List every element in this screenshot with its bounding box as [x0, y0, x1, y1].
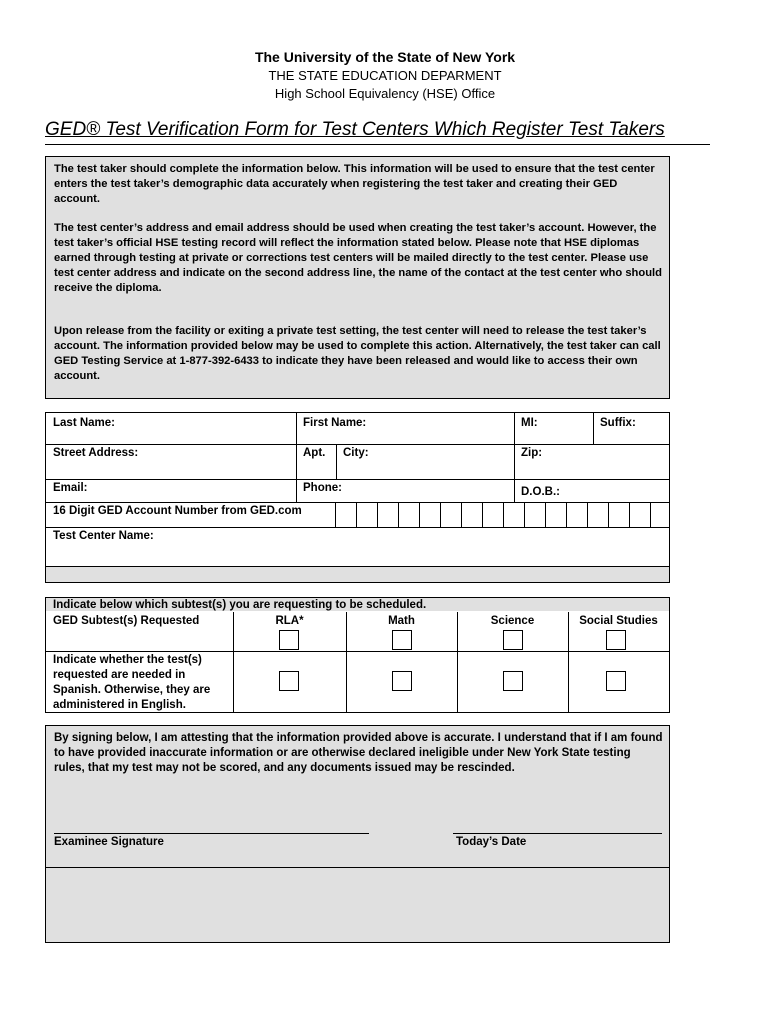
attestation-box [45, 725, 670, 943]
account-number-label: 16 Digit GED Account Number from GED.com [53, 505, 302, 517]
email-label: Email: [53, 482, 88, 494]
science-spanish-checkbox[interactable] [503, 671, 523, 691]
dept-heading: THE STATE EDUCATION DEPARMENT [268, 68, 502, 83]
phone-label: Phone: [303, 482, 342, 494]
last-name-label: Last Name: [53, 417, 115, 429]
instructions-p1: The test taker should complete the information below. This information will be used to ensure that the test center enters the test taker’s demographic data accurately when registering the test taker and creating their GED account. [54, 163, 655, 205]
first-name-label: First Name: [303, 417, 367, 429]
demographic-table [45, 412, 670, 583]
account-number-cells[interactable] [335, 502, 669, 527]
subtest-row-label: GED Subtest(s) Requested [53, 615, 200, 627]
subtest-intro: Indicate below which subtest(s) you are requesting to be scheduled. [53, 599, 427, 611]
title-rule [45, 144, 710, 145]
signature-line[interactable] [54, 833, 369, 834]
math-spanish-checkbox[interactable] [392, 671, 412, 691]
math-checkbox[interactable] [392, 630, 412, 650]
instructions-p3: Upon release from the facility or exiting a private test setting, the test center will need to release the test taker’s account. The information provided below may be used to complete this action. Alternatively, the test taker can call GED Testing Service at 1-877-392-6433 to indicate they have been released and would like to access their own account. [54, 325, 661, 382]
instructions-p2: The test center’s address and email address should be used when creating the test taker’s account. However, the test taker’s official HSE testing record will reflect the information stated below. Please note that HSE diplomas earned through testing at private or corrections test centers will be mailed directly to the test center. Please use test center address and indicate on the second address line, the name of the contact at the test center who should receive the diploma. [54, 222, 662, 294]
social-studies-spanish-checkbox[interactable] [606, 671, 626, 691]
org-heading: The University of the State of New York [254, 49, 516, 65]
social-studies-checkbox[interactable] [606, 630, 626, 650]
date-line[interactable] [453, 833, 662, 834]
rla-checkbox[interactable] [279, 630, 299, 650]
col-math: Math [388, 615, 415, 627]
subtest-table [45, 597, 670, 713]
apt-label: Apt. [303, 447, 326, 459]
signature-label: Examinee Signature [54, 836, 164, 848]
zip-label: Zip: [521, 447, 543, 459]
test-center-label: Test Center Name: [53, 530, 154, 542]
street-label: Street Address: [53, 447, 139, 459]
attestation-text: By signing below, I am attesting that the information provided above is accurate. I understand that if I am found to have provided inaccurate information or are otherwise declared ineligible under New York State testing rules, that my test may not be scored, and any documents issued may be rescinded. [54, 732, 663, 774]
dob-label: D.O.B.: [521, 486, 560, 498]
suffix-label: Suffix: [600, 417, 636, 429]
col-social-studies: Social Studies [579, 615, 658, 627]
col-rla: RLA* [275, 615, 304, 627]
spanish-label: Indicate whether the test(s) requested are needed in Spanish. Otherwise, they are administered in English. [53, 654, 211, 711]
col-science: Science [490, 615, 535, 627]
city-label: City: [343, 447, 369, 459]
date-label: Today’s Date [456, 836, 527, 848]
rla-spanish-checkbox[interactable] [279, 671, 299, 691]
instructions-box [45, 156, 670, 399]
office-heading: High School Equivalency (HSE) Office [274, 86, 496, 101]
form-title: GED® Test Verification Form for Test Centers Which Register Test Takers [45, 119, 665, 140]
science-checkbox[interactable] [503, 630, 523, 650]
gray-spacer-row [46, 567, 669, 582]
mi-label: MI: [521, 417, 538, 429]
